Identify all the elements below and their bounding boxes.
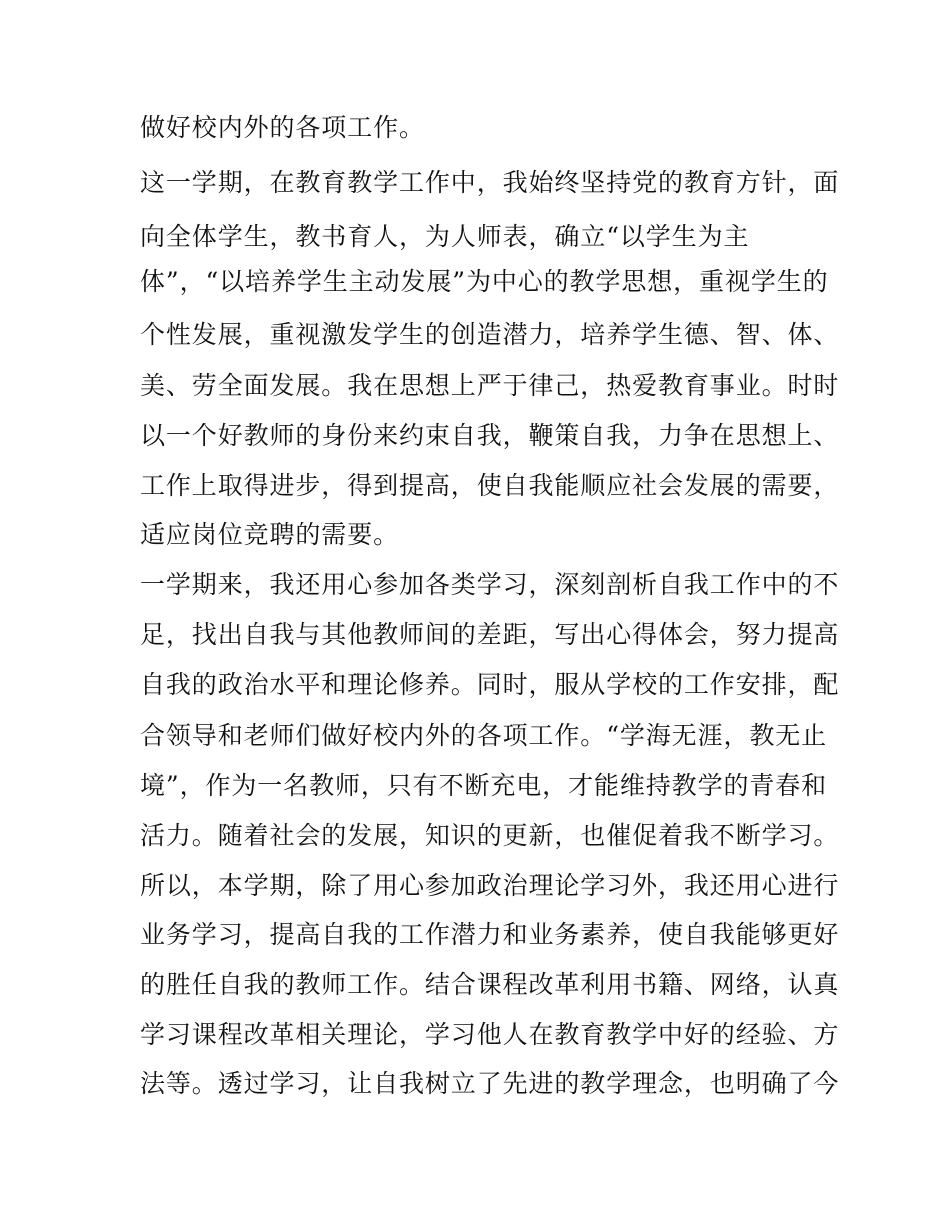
text-line: 一学期来，我还用心参加各类学习，深刻剖析自我工作中的不 [140, 570, 840, 599]
text-line: 的胜任自我的教师工作。结合课程改革利用书籍、网络，认真 [140, 970, 840, 999]
text-line: 足，找出自我与其他教师间的差距，写出心得体会，努力提高 [140, 620, 840, 649]
text-line: 合领导和老师们做好校内外的各项工作。“学海无涯，教无止 [140, 721, 828, 750]
text-line: 这一学期，在教育教学工作中，我始终坚持党的教育方针，面 [140, 168, 840, 197]
text-line: 工作上取得进步，得到提高，使自我能顺应社会发展的需要， [140, 471, 840, 500]
text-line: 业务学习，提高自我的工作潜力和业务素养，使自我能够更好 [140, 920, 840, 949]
text-line: 个性发展，重视激发学生的创造潜力，培养学生德、智、体、 [140, 320, 840, 349]
text-line: 以一个好教师的身份来约束自我，鞭策自我，力争在思想上、 [140, 421, 840, 450]
text-line: 体”，“以培养学生主动发展”为中心的教学思想，重视学生的 [140, 267, 829, 296]
text-line: 向全体学生，教书育人，为人师表，确立“以学生为主 [140, 222, 750, 251]
text-line: 所以，本学期，除了用心参加政治理论学习外，我还用心进行 [140, 871, 840, 900]
text-line: 法等。透过学习，让自我树立了先进的教学理念，也明确了今 [140, 1069, 840, 1098]
text-line: 自我的政治水平和理论修养。同时，服从学校的工作安排，配 [140, 670, 840, 699]
text-line: 适应岗位竞聘的需要。 [140, 520, 400, 549]
text-line: 美、劳全面发展。我在思想上严于律己，热爱教育事业。时时 [140, 371, 840, 400]
text-line: 境”，作为一名教师，只有不断充电，才能维持教学的青春和 [140, 771, 828, 800]
text-line: 学习课程改革相关理论，学习他人在教育教学中好的经验、方 [140, 1020, 840, 1049]
text-line: 活力。随着社会的发展，知识的更新，也催促着我不断学习。 [140, 821, 840, 850]
text-line: 做好校内外的各项工作。 [140, 113, 425, 142]
